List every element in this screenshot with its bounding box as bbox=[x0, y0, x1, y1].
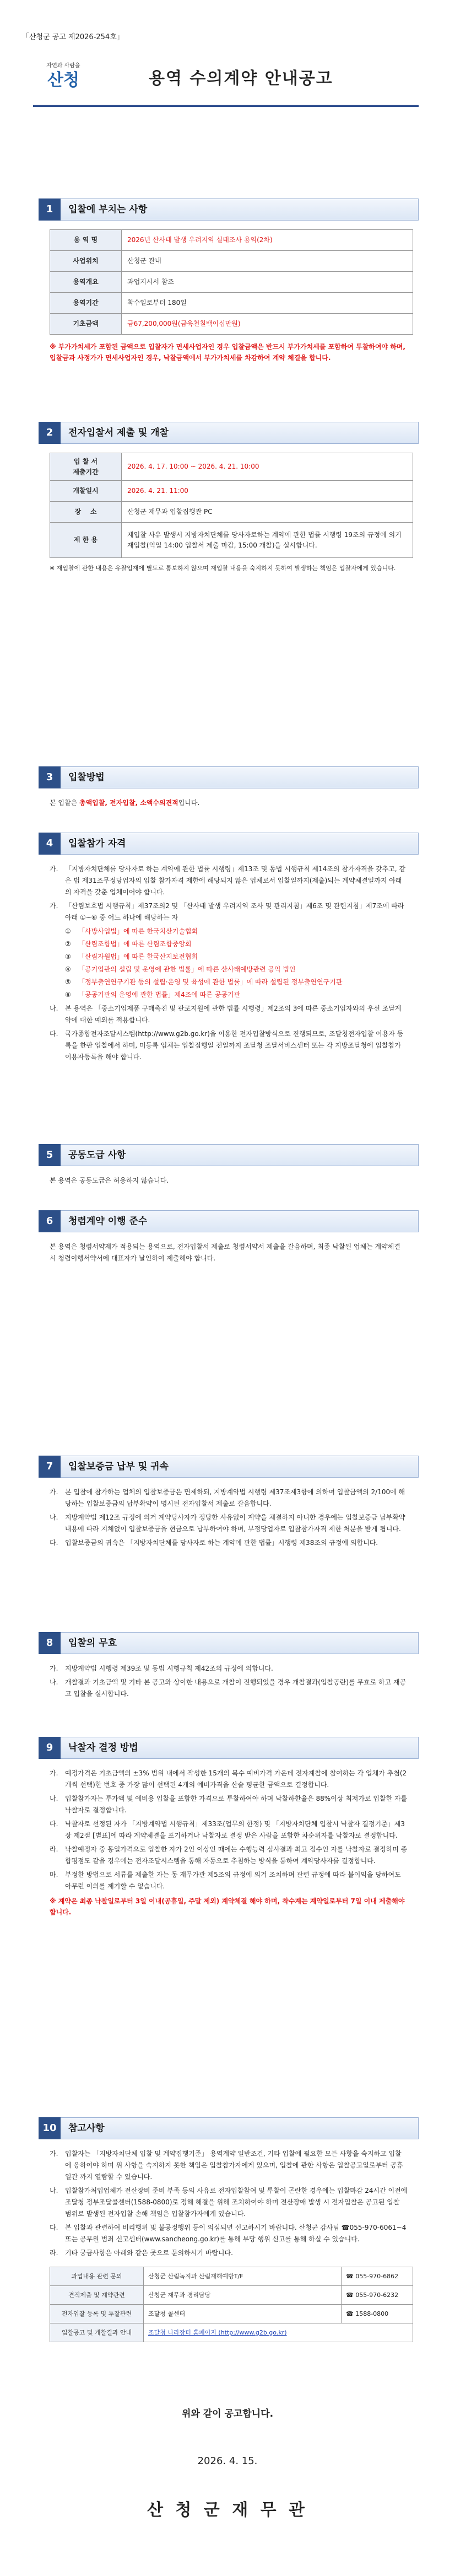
submission-period: 2026. 4. 17. 10:00 ~ 2026. 4. 21. 10:00 bbox=[122, 453, 413, 481]
row-value: 산청군 재무과 입찰집행관 PC bbox=[122, 502, 413, 523]
section-header bbox=[39, 1456, 419, 1478]
contact-topic: 과업내용 관련 문의 bbox=[50, 2267, 144, 2286]
list-item bbox=[50, 1818, 408, 1842]
joint-contract-text: 본 용역은 공동도급은 허용하지 않습니다. bbox=[50, 1177, 169, 1184]
sub-text: 「산림조합법」에 따른 산림조합중앙회 bbox=[78, 940, 192, 948]
rebid-text: 제입찰 사유 발생시 지방자치단체를 당사자로하는 계약에 관한 법률 시행령 19조의 규정에 의거 재입찰(익일 14:00 입찰서 제출 마감, 15:00 개찰)을 실시합니다. bbox=[122, 523, 413, 558]
table-row bbox=[50, 453, 413, 481]
award-method-list bbox=[50, 1768, 408, 1892]
contact-topic: 견적제출 및 계약관련 bbox=[50, 2286, 144, 2305]
section-title: 입찰참가 자격 bbox=[68, 838, 126, 849]
item-marker: 나. bbox=[50, 1678, 58, 1686]
section-title: 낙찰자 결정 방법 bbox=[68, 1742, 138, 1753]
section-title: 입찰의 무효 bbox=[68, 1637, 117, 1649]
row-label: 기초금액 bbox=[50, 314, 122, 335]
section-header bbox=[39, 1144, 419, 1166]
contact-dept: 산청군 산림녹지과 산림재해예방T/F bbox=[144, 2267, 342, 2286]
section-number: 3 bbox=[39, 766, 61, 788]
section-number: 10 bbox=[39, 2117, 61, 2139]
row-label: 용 역 명 bbox=[50, 230, 122, 251]
item-marker: 다. bbox=[50, 1030, 58, 1038]
page-title: 용역 수의계약 안내공고 bbox=[149, 69, 333, 88]
section-header bbox=[39, 766, 419, 788]
contact-phone: ☎ 055-970-6232 bbox=[342, 2286, 413, 2305]
item-marker: 라. bbox=[50, 1845, 58, 1853]
table-row bbox=[50, 314, 413, 335]
section-invalid-bids bbox=[39, 1632, 419, 1702]
section-header bbox=[39, 833, 419, 855]
item-marker: 라. bbox=[50, 2249, 58, 2257]
list-item bbox=[50, 1793, 408, 1816]
section-header bbox=[39, 422, 419, 444]
item-text: 낙찰자로 선정된 자가 「지방계약법 시행규칙」제33조(업무의 한정) 및 「지방자치단체 입찰시 낙찰자 결정기준」제3장 제2절 [별표]에 따라 계약체결을 포기하거나 낙찰자로 결정 받은 사람을 포함한 차순위자를 낙찰자로 결정합니다. bbox=[65, 1820, 405, 1839]
list-item bbox=[50, 1512, 408, 1535]
bid-method-text bbox=[50, 797, 408, 809]
sub-item bbox=[65, 951, 408, 963]
section-header bbox=[39, 1632, 419, 1654]
integrity-text: 본 용역은 청렴서약제가 적용되는 용역으로, 전자입찰서 제출로 청렴서약서 제출을 갈음하며, 최종 낙찰된 업체는 계약체결 시 청렴이행서약서에 대표자가 날인하여 제출해야 합니다. bbox=[50, 1243, 400, 1262]
item-marker: 가. bbox=[50, 1665, 58, 1672]
invalid-bids-list bbox=[50, 1663, 408, 1700]
contract-deadline-note: ※ 계약은 최종 낙찰일로부터 3일 이내(공휴일, 주말 제외) 계약체결 해야 하며, 착수계는 계약일로부터 7일 이내 제출해야 합니다. bbox=[50, 1897, 405, 1917]
sub-item bbox=[65, 976, 408, 988]
section-number: 1 bbox=[39, 198, 61, 221]
sub-item bbox=[65, 926, 408, 937]
item-text: 본 용역은 「중소기업제품 구매촉진 및 판로지원에 관한 법률 시행령」제2조의 3에 따른 중소기업자와의 우선 조달계약에 대한 예외를 적용합니다. bbox=[65, 1005, 402, 1024]
item-text: 지방계약법 시행령 제39조 및 동법 시행규칙 제42조의 규정에 의합니다. bbox=[65, 1665, 273, 1672]
row-label: 개찰일시 bbox=[50, 481, 122, 502]
contact-table bbox=[50, 2267, 413, 2342]
submission-table bbox=[50, 453, 413, 558]
item-text: 입찰자는 「지방자치단체 입찰 및 계약집행기준」 용역계약 일반조건, 기타 입찰에 필요한 모든 사항을 숙지하고 입찰에 응하여야 하며 위 사항을 숙지하지 못한 책임은 입찰참가자에게 있으며, 입찰에 관한 사항은 입찰공고일로부터 공휴일간 까지 열람할 수 있습니다. bbox=[65, 2150, 403, 2181]
section-header bbox=[39, 2117, 419, 2139]
list-item bbox=[50, 1003, 408, 1026]
item-marker: 마. bbox=[50, 1871, 58, 1879]
item-marker: 나. bbox=[50, 1005, 58, 1012]
item-marker: 나. bbox=[50, 2187, 58, 2194]
section-number: 6 bbox=[39, 1210, 61, 1232]
table-row bbox=[50, 2323, 413, 2342]
table-row bbox=[50, 293, 413, 314]
notice-date: 2026. 4. 15. bbox=[197, 2455, 258, 2467]
contact-topic: 전자입찰 등록 및 투찰관련 bbox=[50, 2305, 144, 2323]
row-value: 착수일로부터 180일 bbox=[122, 293, 413, 314]
list-item bbox=[50, 1486, 408, 1510]
item-marker: 다. bbox=[50, 2224, 58, 2231]
item-marker: 가. bbox=[50, 865, 58, 873]
section-title: 청렴계약 이행 준수 bbox=[68, 1215, 148, 1227]
row-label: 입 찰 서 제출기간 bbox=[50, 453, 122, 481]
section-bid-items bbox=[39, 198, 419, 364]
list-item bbox=[50, 2148, 408, 2183]
title-divider bbox=[33, 105, 419, 107]
sub-item bbox=[65, 989, 408, 1001]
table-row bbox=[50, 2305, 413, 2323]
item-text: 「지방자치단체를 당사자로 하는 계약에 관한 법률 시행령」제13조 및 동법 시행규칙 제14조의 참가자격을 갖추고, 같은 법 제31조무정당업자의 입찰 참가자격 제한에 해당되지 않은 업체로서 입찰일까지(제출)되는 계약체결일까지 아래의 자격을 갖춘 업체이어야 합니다. bbox=[65, 865, 405, 896]
section-header bbox=[39, 198, 419, 221]
sub-item bbox=[65, 964, 408, 975]
logo-mark: 산청 bbox=[47, 70, 79, 90]
item-text: 예정가격은 기초금액의 ±3% 범위 내에서 작성한 15개의 복수 예비가격 가운데 전자계찰에 참여하는 각 업체가 추첨(2개씩 선택)한 번호 중 가장 많이 선택된 4개의 예비가격을 산술 평균한 금액으로 결정합니다. bbox=[65, 1769, 407, 1789]
section-header bbox=[39, 1210, 419, 1232]
item-marker: 나. bbox=[50, 1795, 58, 1802]
g2b-link[interactable]: 조달청 나라장터 홈페이지 (http://www.g2b.go.kr) bbox=[144, 2323, 413, 2342]
list-item bbox=[50, 1768, 408, 1791]
table-row bbox=[50, 502, 413, 523]
item-text: 부정한 방법으로 서류를 제출한 자는 동 재무가관 제5조의 규정에 의거 조치하며 관련 규정에 따라 불이익을 당하여도 아무런 이의를 제기할 수 없습니다. bbox=[65, 1871, 401, 1890]
item-text: 개찰결과 기초금액 및 기타 본 공고와 상이한 내용으로 개찰이 진행되었을 경우 개찰결과(입찰공란)를 무효로 하고 재공고 입찰을 실시합니다. bbox=[65, 1678, 407, 1698]
sub-marker: ⑥ bbox=[65, 991, 71, 999]
item-marker: 가. bbox=[50, 1488, 58, 1496]
section-eligibility bbox=[39, 833, 419, 1065]
list-item bbox=[50, 2222, 408, 2245]
header bbox=[33, 55, 419, 112]
item-marker: 다. bbox=[50, 1820, 58, 1828]
sub-text: 「사방사업법」에 따른 한국치산기술협회 bbox=[78, 927, 198, 935]
notice-number: 「산청군 공고 제2026-254호」 bbox=[22, 33, 124, 41]
section-title: 전자입찰서 제출 및 개찰 bbox=[68, 427, 169, 438]
item-text: 지방계약법 제12조 규정에 의거 계약당사자가 정당한 사유없이 계약을 체결하지 아니한 경우에는 입찰보증금 납부확약 내용에 따라 지체없이 입찰보증금을 현금으로 납부하여야 하며, 부정당업자로 입찰참가자격 제한 처분을 받게 됩니다. bbox=[65, 1514, 405, 1533]
table-row bbox=[50, 481, 413, 502]
sub-marker: ① bbox=[65, 927, 71, 935]
list-item bbox=[50, 1869, 408, 1892]
bid-method-value: 총액입찰, 전자입찰, 소액수의견적 bbox=[79, 799, 178, 807]
section-title: 참고사항 bbox=[68, 2122, 105, 2134]
county-logo bbox=[39, 62, 88, 95]
text-fragment: 입니다. bbox=[178, 799, 200, 807]
sub-item bbox=[65, 938, 408, 950]
section-integrity bbox=[39, 1210, 419, 1264]
row-label: 장 소 bbox=[50, 502, 122, 523]
section-header bbox=[39, 1737, 419, 1759]
item-marker: 가. bbox=[50, 1769, 58, 1777]
bid-info-table bbox=[50, 229, 413, 335]
bid-bond-list bbox=[50, 1486, 408, 1549]
section-number: 2 bbox=[39, 422, 61, 444]
section-bid-method bbox=[39, 766, 419, 809]
eligibility-list bbox=[50, 863, 408, 1063]
contact-phone: ☎ 055-970-6862 bbox=[342, 2267, 413, 2286]
sub-marker: ⑤ bbox=[65, 978, 71, 986]
item-text: 국가종합전자조달시스템(http://www.g2b.go.kr)을 이용한 전자입찰방식으로 진행되므로, 조달청전자입찰 이용자 등록을 한판 입찰에서 하며, 미등록 업체는 입찰집행일 전일까지 조달청 조달서비스센터 또는 각 지방조달청에 입찰참가 이용자등록을 해야 합니다. bbox=[65, 1030, 404, 1061]
section-title: 공동도급 사항 bbox=[68, 1149, 126, 1161]
sub-marker: ③ bbox=[65, 953, 71, 960]
row-label: 사업위치 bbox=[50, 251, 122, 272]
service-name: 2026년 산사태 발생 우려지역 실태조사 용역(2차) bbox=[122, 230, 413, 251]
list-item bbox=[50, 2185, 408, 2220]
item-text: 입찰참가자는 투가액 및 예비용 입찰을 포함한 가격으로 투찰하여야 하며 낙찰하한율은 88%이상 최저가로 입찰한 자를 낙찰자로 결정합니다. bbox=[65, 1795, 408, 1814]
table-row bbox=[50, 2286, 413, 2305]
signer: 산 청 군 재 무 관 bbox=[147, 2500, 308, 2520]
section-number: 9 bbox=[39, 1737, 61, 1759]
item-text: 본 입찰과 관련하여 비리행위 및 불공정행위 등이 의심되면 신고하시기 바랍니다. 산청군 감사팀 ☎055-970-6061~4 또는 공무원 범죄 신고센터(www.sancheong.go.kr)를 통해 부당 행위 신고를 통해 하실 수 있습니다. bbox=[65, 2224, 407, 2243]
item-text: 입찰보증금의 귀속은 「지방자치단체를 당사자로 하는 계약에 관한 법률」시행령 제38조의 규정에 의합니다. bbox=[65, 1539, 378, 1547]
table-row bbox=[50, 272, 413, 293]
list-item bbox=[50, 1537, 408, 1549]
item-marker: 가. bbox=[50, 902, 58, 910]
opening-datetime: 2026. 4. 21. 11:00 bbox=[122, 481, 413, 502]
item-marker: 가. bbox=[50, 2150, 58, 2158]
sub-text: 「산림자원법」에 따른 한국산지보전협회 bbox=[78, 953, 198, 960]
section-number: 8 bbox=[39, 1632, 61, 1654]
list-item bbox=[50, 1663, 408, 1675]
closing-statement: 위와 같이 공고합니다. bbox=[181, 2408, 274, 2419]
text-fragment: 본 입찰은 bbox=[50, 799, 79, 807]
section-number: 4 bbox=[39, 833, 61, 855]
list-item bbox=[50, 863, 408, 898]
section-award-method bbox=[39, 1737, 419, 1918]
table-row bbox=[50, 251, 413, 272]
section-bid-bond bbox=[39, 1456, 419, 1551]
contact-dept: 산청군 재무과 경리담당 bbox=[144, 2286, 342, 2305]
logo-tagline: 자연과 사람을 bbox=[46, 63, 80, 69]
item-text: 「산림보호법 시행규칙」제37조의2 및 「산사태 발생 우려지역 조사 및 관리지침」제6조 및 관련지침」제7조에 따라 아래 ①~⑥ 중 어느 하나에 해당하는 자 bbox=[65, 902, 404, 921]
sub-text: 「공기업관의 설립 및 운영에 관한 법률」에 따른 산사태예방관련 공익 법인 bbox=[78, 965, 296, 973]
list-item bbox=[50, 1028, 408, 1063]
base-amount: 금67,200,000원(금육천칠백이십만원) bbox=[122, 314, 413, 335]
table-row bbox=[50, 2267, 413, 2286]
item-text: 낙찰예정자 중 동일가격으로 입찰한 자가 2인 이상인 때에는 수행능력 심사결과 최고 점수인 자를 낙찰자로 결정하며 종합평점도 같을 경우에는 전자조달시스템을 통해 자동으로 추첨하는 방식을 통하여 계약당사자를 결정합니다. bbox=[65, 1845, 408, 1865]
item-marker: 나. bbox=[50, 1514, 58, 1521]
sub-text: 「정부출연연구기관 등의 설립·운영 및 육성에 관한 법률」에 따라 설립된 정부출연연구기관 bbox=[78, 978, 343, 986]
table-row bbox=[50, 230, 413, 251]
row-label: 용역개요 bbox=[50, 272, 122, 293]
row-value: 산청군 관내 bbox=[122, 251, 413, 272]
contact-phone: ☎ 1588-0800 bbox=[342, 2305, 413, 2323]
section-title: 입찰보증금 납부 및 귀속 bbox=[68, 1461, 169, 1472]
rebid-note: ※ 재입찰에 관한 내용은 유찰입재에 별도로 통보하지 않으며 재입찰 내용을 숙지하지 못하여 발생하는 책임은 입찰자에게 있습니다. bbox=[50, 565, 396, 572]
sub-text: 「공공기관의 운영에 관한 법률」제4조에 따른 공공기관 bbox=[78, 991, 241, 999]
list-item bbox=[50, 1844, 408, 1867]
list-item bbox=[50, 1677, 408, 1700]
list-item bbox=[50, 900, 408, 924]
row-label: 용역기간 bbox=[50, 293, 122, 314]
section-number: 5 bbox=[39, 1144, 61, 1166]
row-label: 제 한 용 bbox=[50, 523, 122, 558]
section-joint-contract bbox=[39, 1144, 419, 1187]
section-number: 7 bbox=[39, 1456, 61, 1478]
references-list bbox=[50, 2148, 408, 2259]
section-title: 입찰방법 bbox=[68, 771, 105, 783]
section-submission bbox=[39, 422, 419, 574]
list-item bbox=[50, 2247, 408, 2259]
row-value: 과업지시서 참조 bbox=[122, 272, 413, 293]
sub-marker: ② bbox=[65, 940, 71, 948]
contact-topic: 입찰공고 및 개찰결과 안내 bbox=[50, 2323, 144, 2342]
contact-dept: 조달청 콜센터 bbox=[144, 2305, 342, 2323]
sub-marker: ④ bbox=[65, 965, 71, 973]
vat-note: ※ 부가가치세가 포함된 금액으로 입찰자가 면세사업자인 경우 입찰금액은 반드시 부가가치세를 포함하여 투찰하여야 하며, 입찰금과 사정가가 면세사업자인 경우, 낙찰금액에서 부가가치세를 차감하여 계약 체결을 합니다. bbox=[50, 343, 405, 362]
section-references bbox=[39, 2117, 419, 2342]
table-row bbox=[50, 523, 413, 558]
item-marker: 다. bbox=[50, 1539, 58, 1547]
item-text: 본 입찰에 참가하는 업체의 입찰보증금은 면제하되, 지방계약법 시행령 제37조제3항에 의하여 입찰금액의 2/100에 해당하는 입찰보증금의 납부확약이 명시된 전자입찰서 제출로 갈음합니다. bbox=[65, 1488, 405, 1507]
item-text: 기타 궁금사항은 아래와 같은 곳으로 문의하시기 바랍니다. bbox=[65, 2249, 233, 2257]
section-title: 입찰에 부치는 사항 bbox=[68, 203, 148, 215]
item-text: 입찰참가처입업체가 전산장비 준비 부족 등의 사유로 전자입찰참여 및 투찰이 곤란한 경우에는 입찰마감 24시간 이전에 조달청 정부조달콜센터(1588-0800)로 정해 해결을 위해 조치하여야 하며 전산장애 발생 시 전자입찰은 공고된 입찰 범위로 발생된 전자입찰 손해 책임은 입찰참가자에게 있습니다. bbox=[65, 2187, 408, 2218]
